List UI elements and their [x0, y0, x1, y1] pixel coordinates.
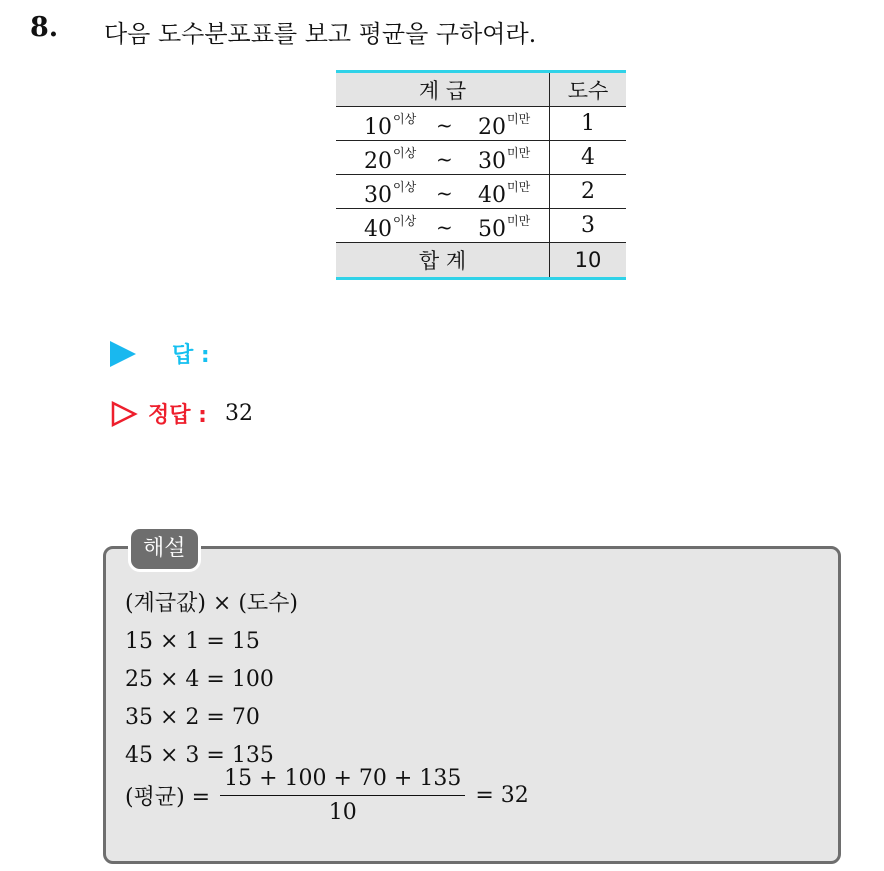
total-label: 합 계 — [336, 243, 550, 277]
table-row — [336, 141, 626, 175]
question-number: 8. — [30, 12, 59, 43]
explanation-line: 15 × 1 = 15 — [125, 629, 260, 654]
explanation-tab: 해설 — [128, 526, 201, 572]
class-interval-cell — [336, 209, 550, 242]
interval-low: 30 — [364, 183, 392, 208]
interval-high-suffix: 미만 — [507, 180, 531, 194]
outline-triangle-icon — [110, 400, 138, 428]
interval-low: 40 — [364, 217, 392, 242]
header-class: 계 급 — [336, 73, 550, 106]
explanation-line: (계급값) × (도수) — [125, 591, 299, 616]
question-text: 다음 도수분포표를 보고 평균을 구하여라. — [104, 20, 537, 48]
mean-rhs: = 32 — [475, 783, 529, 808]
mean-lhs: (평균) = — [125, 785, 211, 810]
frequency-cell: 4 — [581, 145, 595, 170]
interval-high-suffix: 미만 — [507, 214, 531, 228]
interval-high: 30 — [478, 149, 506, 174]
correct-answer-row — [110, 398, 253, 429]
filled-triangle-icon — [110, 341, 136, 367]
mean-numerator: 15 + 100 + 70 + 135 — [220, 766, 465, 796]
explanation-line: 35 × 2 = 70 — [125, 705, 260, 730]
interval-high: 50 — [478, 217, 506, 242]
table-total-row — [336, 243, 626, 277]
table-row — [336, 107, 626, 141]
table-header-row — [336, 73, 626, 107]
mean-equation — [125, 766, 529, 825]
interval-tilde: ~ — [436, 181, 453, 205]
explanation-line: 45 × 3 = 135 — [125, 743, 274, 768]
correct-answer-value: 32 — [224, 401, 253, 426]
interval-high-suffix: 미만 — [507, 146, 531, 160]
interval-low-suffix: 이상 — [393, 146, 417, 160]
table-row — [336, 209, 626, 243]
interval-tilde: ~ — [436, 113, 453, 137]
interval-low: 20 — [364, 149, 392, 174]
total-value: 10 — [574, 248, 602, 272]
interval-high-suffix: 미만 — [507, 112, 531, 126]
answer-row — [110, 338, 210, 369]
header-frequency: 도수 — [567, 78, 609, 103]
frequency-cell: 2 — [581, 179, 595, 204]
table-row — [336, 175, 626, 209]
interval-low-suffix: 이상 — [393, 180, 417, 194]
class-interval-cell — [336, 141, 550, 174]
interval-high: 20 — [478, 115, 506, 140]
interval-low-suffix: 이상 — [393, 214, 417, 228]
explanation-line: 25 × 4 = 100 — [125, 667, 274, 692]
correct-answer-label: 정답 : — [148, 403, 207, 428]
frequency-cell: 3 — [581, 213, 595, 238]
interval-tilde: ~ — [436, 147, 453, 171]
frequency-cell: 1 — [581, 111, 595, 136]
class-interval-cell — [336, 175, 550, 208]
interval-low-suffix: 이상 — [393, 112, 417, 126]
frequency-table — [336, 70, 626, 280]
interval-low: 10 — [364, 115, 392, 140]
interval-tilde: ~ — [436, 215, 453, 239]
mean-fraction — [220, 766, 465, 825]
mean-denominator: 10 — [328, 800, 357, 825]
explanation-lines — [125, 585, 298, 775]
class-interval-cell — [336, 107, 550, 140]
interval-high: 40 — [478, 183, 506, 208]
answer-label: 답 : — [172, 343, 210, 368]
